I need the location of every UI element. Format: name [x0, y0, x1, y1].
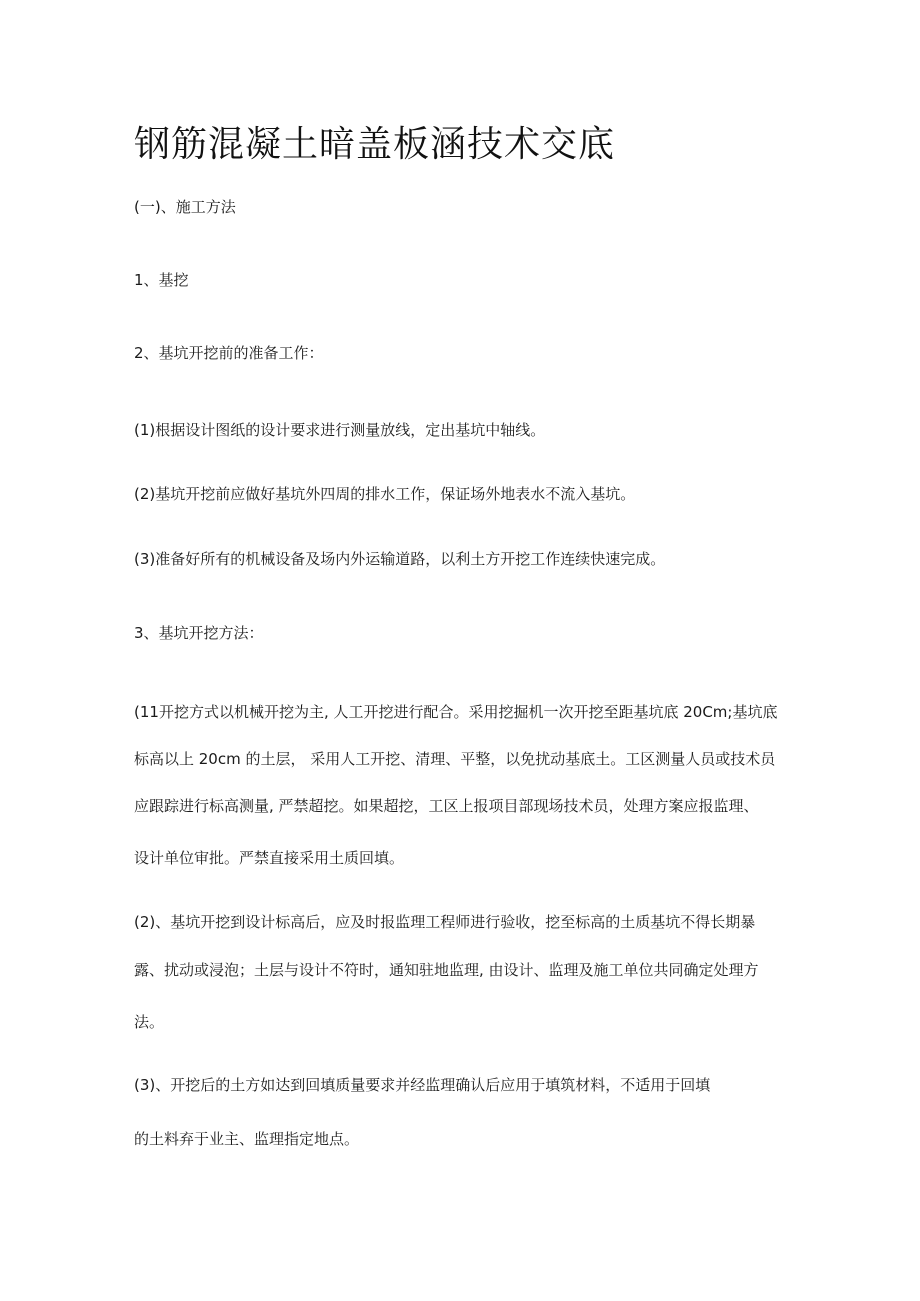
document-title: 钢筋混凝土暗盖板涵技术交底 [134, 124, 616, 165]
item-heading-preparation: 2、基坑开挖前的准备工作： [134, 344, 324, 362]
paragraph-line: 露、扰动或浸泡；土层与设计不符时，通知驻地监理, 由设计、监理及施工单位共同确定处理方 [134, 961, 759, 979]
paragraph-line: (1)根据设计图纸的设计要求进行测量放线，定出基坑中轴线。 [134, 421, 546, 439]
paragraph-line: 标高以上 20cm 的土层， 采用人工开挖、清理、平整，以免扰动基底土。工区测量人员或技术员 [134, 750, 776, 768]
paragraph-line: (11开挖方式以机械开挖为主, 人工开挖进行配合。采用挖掘机一次开挖至距基坑底 20Cm;基坑底 [134, 703, 778, 721]
item-heading-excavation-method: 3、基坑开挖方法： [134, 624, 264, 642]
paragraph-line: 应跟踪进行标高测量, 严禁超挖。如果超挖，工区上报项目部现场技术员，处理方案应报监理、 [134, 797, 759, 815]
paragraph-line: (2)、基坑开挖到设计标高后，应及时报监理工程师进行验收，挖至标高的土质基坑不得长期暴 [134, 913, 756, 931]
item-heading-excavation: 1、基挖 [134, 271, 189, 289]
paragraph-line: 法。 [134, 1013, 165, 1031]
paragraph-line: 设计单位审批。严禁直接采用土质回填。 [134, 849, 405, 867]
paragraph-line: (3)准备好所有的机械设备及场内外运输道路，以利土方开挖工作连续快速完成。 [134, 550, 666, 568]
paragraph-line: 的土料弃于业主、监理指定地点。 [134, 1130, 360, 1148]
paragraph-line: (3)、开挖后的土方如达到回填质量要求并经监理确认后应用于填筑材料，不适用于回填 [134, 1076, 711, 1094]
section-heading-construction-method: (一)、施工方法 [134, 198, 236, 216]
paragraph-line: (2)基坑开挖前应做好基坑外四周的排水工作，保证场外地表水不流入基坑。 [134, 485, 636, 503]
